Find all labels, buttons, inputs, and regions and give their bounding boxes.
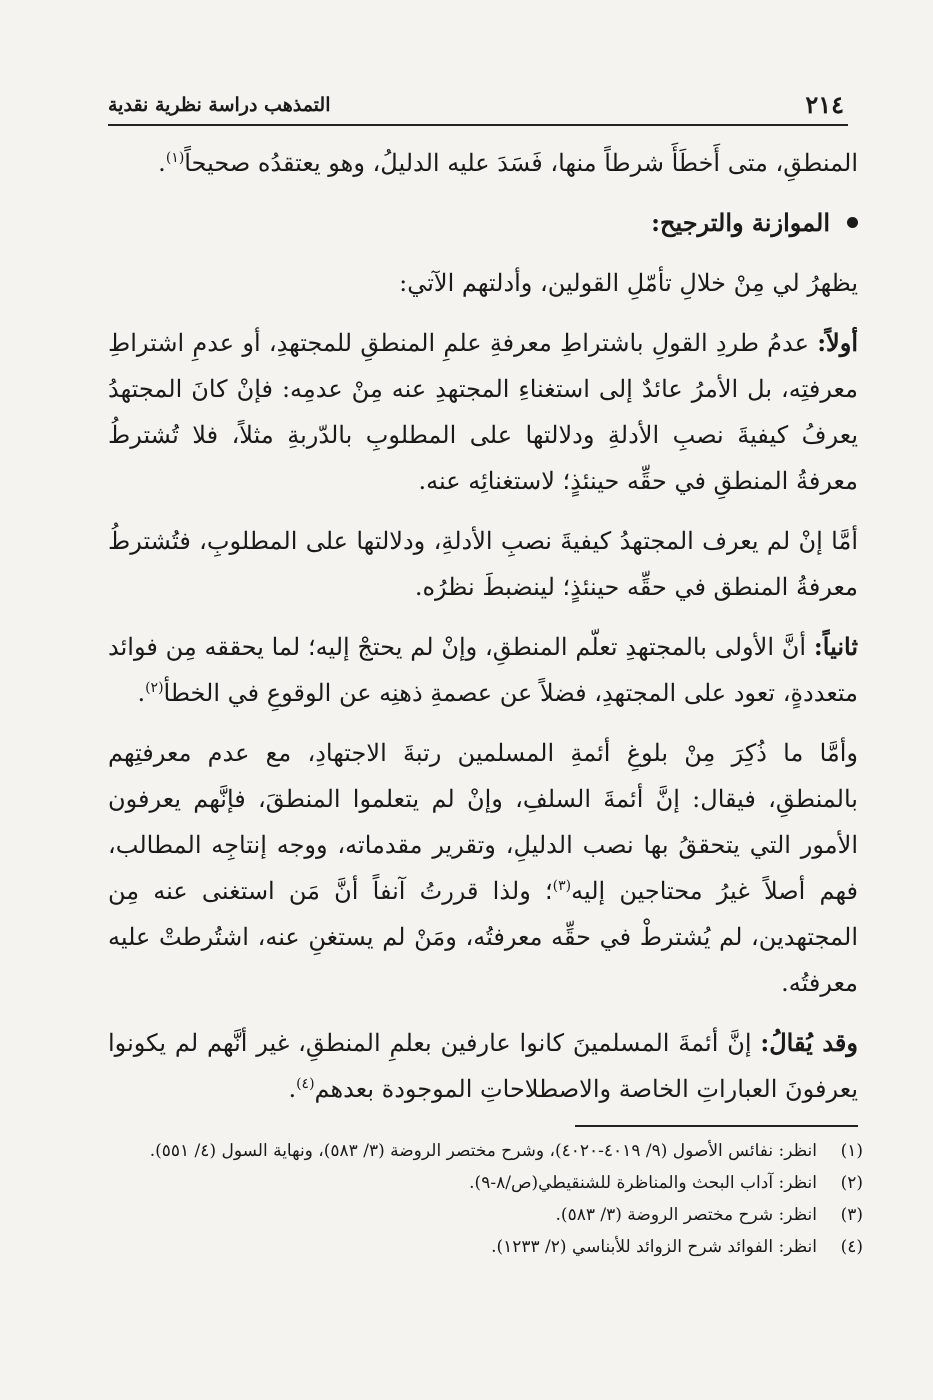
bullet-icon [847, 217, 858, 228]
paragraph-second: ثانياً: أنَّ الأولى بالمجتهدِ تعلّم المنطقِ، وإنْ لم يحتجْ إليه؛ لما يحققه مِن فوائد متعددةٍ، تعود على المجتهدِ، فضلاً عن عصمةِ ذهنِه عن الوقوعِ في الخطأ$^{(٢)}$. [108, 632, 858, 707]
footnote [108, 1136, 863, 1166]
paragraph-amma: أمَّا إنْ لم يعرف المجتهدُ كيفيةَ نصبِ الأدلةِ، ودلالتها على المطلوبِ، فتُشترطُ معرفةُ المنطق في حقِّه حينئذٍ؛ لينضبطَ نظرُه. [108, 527, 858, 601]
paragraph-continuation: المنطقِ، متى أَخطَأَ شرطاً منها، فَسَدَ عليه الدليلُ، وهو يعتقدُه صحيحاً$^{(١)}$. [158, 149, 858, 177]
footnote-number: (٣) [840, 1205, 863, 1225]
paragraph-last: وقد يُقالُ: إنَّ أئمةَ المسلمينَ كانوا عارفين بعلمِ المنطقِ، غير أنَّهم لم يكونوا يعرفونَ العباراتِ الخاصة والاصطلاحاتِ الموجودة بعدهم$^{(٤)}$. [108, 1028, 858, 1103]
footnote-number: (٢) [840, 1173, 863, 1193]
footnote-text: انظر: نفائس الأصول (٩/ ٤٠١٩-٤٠٢٠)، وشرح مختصر الروضة (٣/ ٥٨٣)، ونهاية السول (٤/ ٥٥١). [149, 1141, 817, 1161]
footnote-ref: (٢) [145, 680, 164, 696]
main-text [108, 140, 858, 1126]
page-header [108, 88, 848, 126]
footnote-ref: (١) [165, 150, 185, 166]
footnote-divider [575, 1125, 858, 1127]
paragraph-first: أولاً: عدمُ طردِ القولِ باشتراطِ معرفةِ علمِ المنطقِ للمجتهدِ، أو عدمِ اشتراطِ معرفتِه، بل الأمرُ عائدٌ إلى استغناءِ المجتهدِ عنه مِنْ عدمِه: فإنْ كانَ المجتهدُ يعرفُ كيفيةَ نصبِ الأدلةِ ودلالتها على المطلوبِ بالدّربةِ مثلاً، فلا تُشترطُ معرفةُ المنطقِ في حقِّه حينئذٍ؛ لاستغنائِه عنه. [108, 328, 858, 495]
footnote [108, 1200, 863, 1230]
footnote-text: انظر: شرح مختصر الروضة (٣/ ٥٨٣). [555, 1205, 817, 1225]
running-title: التمذهب دراسة نظرية نقدية [108, 94, 331, 116]
footnote-number: (١) [840, 1141, 863, 1161]
lead-first: أولاً: [817, 328, 858, 357]
paragraph-intro: يظهرُ لي مِنْ خلالِ تأمّلِ القولين، وأدلتهم الآتي: [399, 269, 858, 297]
footnotes [108, 1136, 863, 1264]
lead-second: ثانياً: [813, 632, 858, 661]
lead-last: وقد يُقالُ: [760, 1028, 858, 1057]
footnote-text: انظر: الفوائد شرح الزوائد للأبناسي (٢/ ١٢٣٣). [491, 1237, 817, 1257]
footnote-ref: (٣) [552, 878, 572, 894]
footnote-ref: (٤) [296, 1076, 315, 1092]
paragraph-wamma: وأمَّا ما ذُكِرَ مِنْ بلوغِ أئمةِ المسلمين رتبةَ الاجتهادِ، مع عدم معرفتِهم بالمنطقِ، فيقال: إنَّ أئمةَ السلفِ، وإنْ لم يتعلموا المنطقَ، فإنَّهم يعرفون الأمور التي يتحققُ بها نصب الدليلِ، وتقرير مقدماته، ووجه إنتاجِه المطالب، فهم أصلاً غيرُ محتاجين إليه$^{(٣)}$؛ ولذا قررتُ آنفاً أنَّ مَن استغنى عنه مِن المجتهدين، لم يُشترطْ في حقِّه معرفتُه، ومَنْ لم يستغنِ عنه، اشتُرطتْ عليه معرفتُه. [108, 739, 858, 997]
section-heading: الموازنة والترجيح: [108, 200, 858, 246]
footnote-text: انظر: آداب البحث والمناظرة للشنقيطي(ص/٨-٩). [469, 1173, 817, 1193]
footnote [108, 1232, 863, 1262]
footnote [108, 1168, 863, 1198]
footnote-number: (٤) [840, 1237, 863, 1257]
page-number: ٢١٤ [805, 90, 844, 119]
